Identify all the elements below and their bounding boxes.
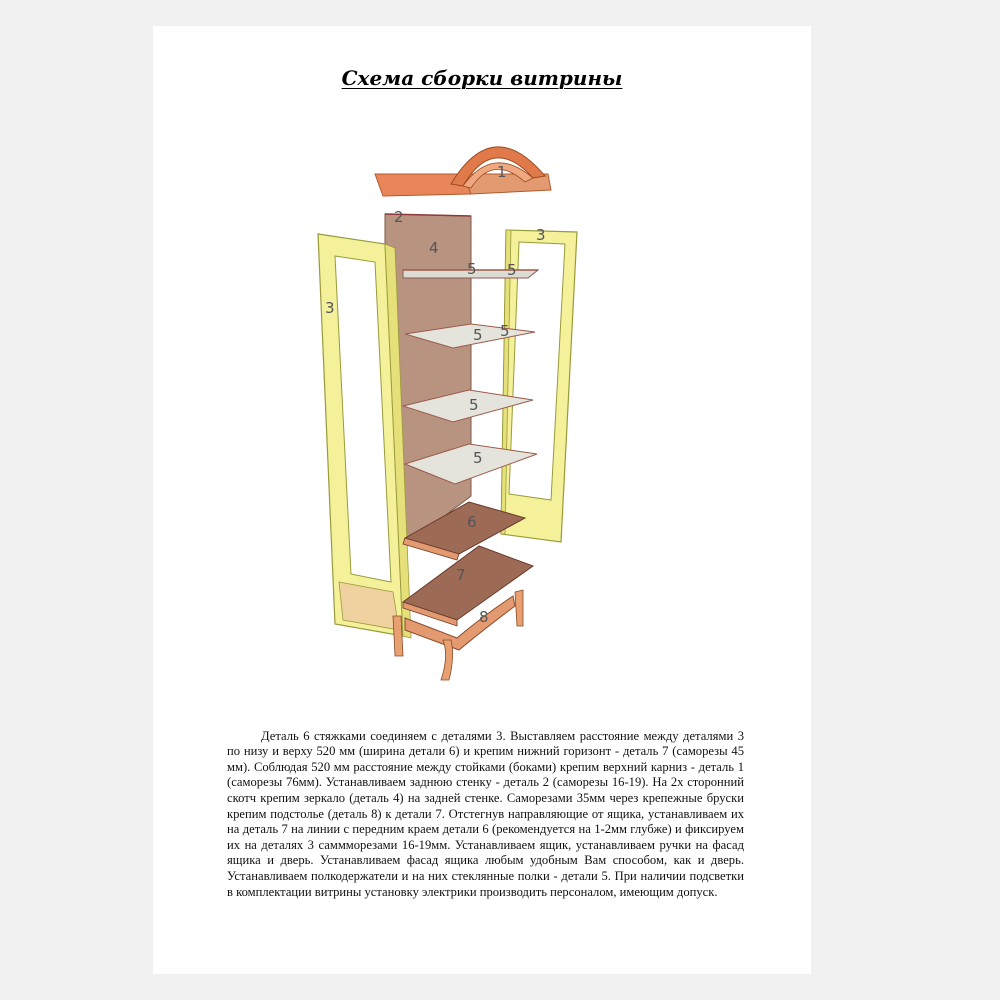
label-7: 7 [456, 566, 466, 584]
label-1: 1 [497, 163, 507, 181]
base-part-7 [403, 546, 533, 626]
label-5-shelf4: 5 [473, 449, 483, 467]
label-4: 4 [429, 239, 439, 257]
document-page [153, 26, 811, 974]
label-5-shelf1-b: 5 [507, 261, 517, 279]
label-3-right: 3 [536, 226, 546, 244]
page-title-text: Схема сборки витрины [341, 66, 623, 90]
label-5-shelf3: 5 [469, 396, 479, 414]
label-6: 6 [467, 513, 477, 531]
cornice-part-1 [375, 147, 551, 196]
side-frame-left-part-3 [318, 234, 411, 638]
label-5-shelf2-b: 5 [500, 322, 510, 340]
label-5-shelf1-a: 5 [467, 260, 477, 278]
label-8: 8 [479, 608, 489, 626]
assembly-instructions: Деталь 6 стяжками соединяем с деталями 3. Выставляем расстояние между деталями 3 по низу и верху 520 мм (ширина детали 6) и крепим нижний горизонт - деталь 7 (саморезы 45 мм). Соблюдая 520 мм расстояние между стойками (боками) крепим верхний карниз - деталь 1 (саморезы 76мм). Устанавливаем заднюю стенку - деталь 2 (саморезы 16-19). На 2х сторонний скотч крепим зеркало (деталь 4) на задней стенке. Саморезами 35мм через крепежные бруски крепим подстолье (деталь 8) к детали 7. Отстегнув направляющие от ящика, устанавливаем их на деталь 7 на линии с передним краем детали 6 (рекомендуется на 1-2мм глубже) и фиксируем их на деталях 3 саммморезами 16-19мм. Устанавливаем ящик, устанавливаем ручки на фасад ящика и дверь. Устанавливаем фасад ящика любым удобным Вам способом, как и дверь. Устанавливаем полкодержатели и на них стеклянные полки - детали 5. При наличии подсветки в комплектации витрины установку электрики производить персоналом, имеющим допуск. [227, 728, 744, 899]
label-3-left: 3 [325, 299, 335, 317]
label-5-shelf2-a: 5 [473, 326, 483, 344]
label-2: 2 [394, 208, 404, 226]
